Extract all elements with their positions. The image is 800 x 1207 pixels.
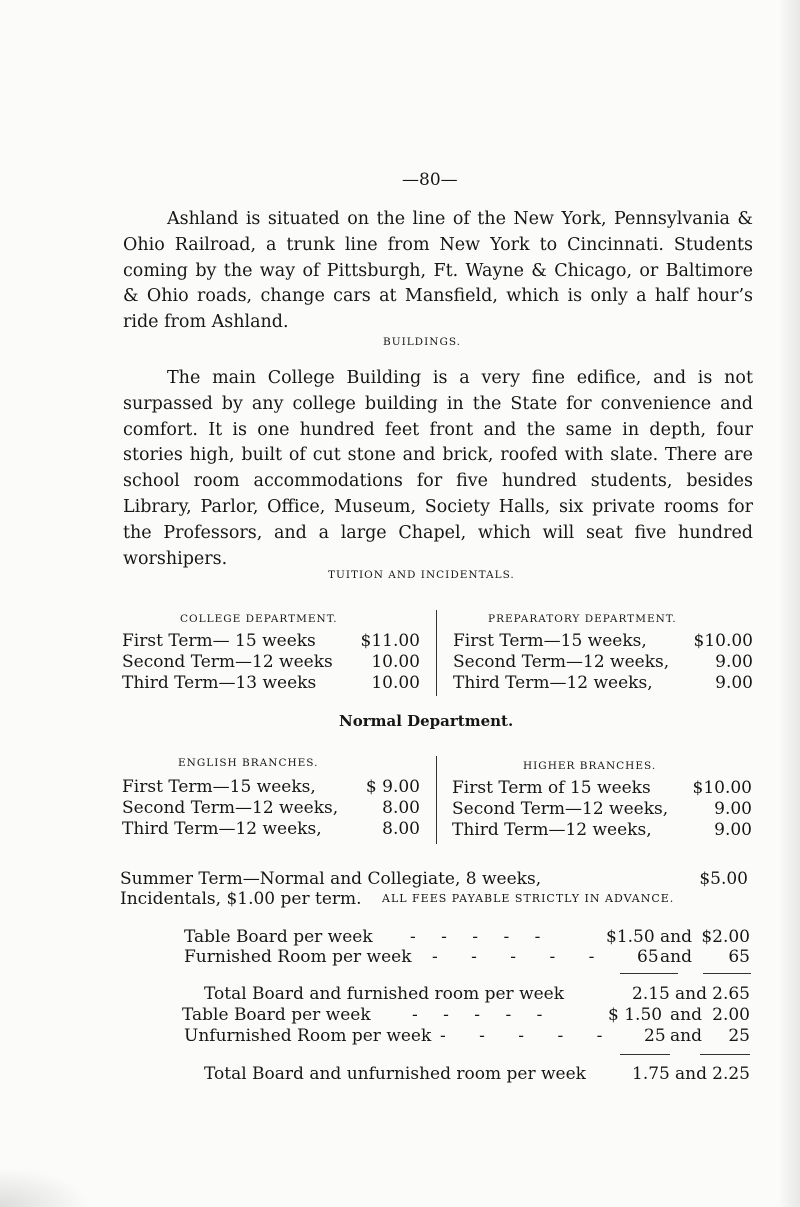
board-total-row [204,1063,750,1085]
column-divider [436,756,437,844]
buildings-text: The main College Building is a very fine edifice, and is not surpassed by any college building in the State for convenience and comfort. It is one hundred feet front and the same in depth, four stories high, built of cut stone and brick, roofed with slate. There are school room accommodations for five hundred students, besides Library, Parlor, Office, Museum, Society Halls, six private rooms for the Professors, and a large Chapel, which will seat five hundred worshipers. [123,368,753,569]
board-row-label: Table Board per week [182,1005,371,1025]
summer-term-row [120,868,748,890]
board-row [184,926,750,948]
page-number: —80— [402,170,458,190]
board-row-label: Table Board per week [184,927,373,947]
preparatory-heading: PREPARATORY DEPARTMENT. [488,613,677,625]
normal-department-heading: Normal Department. [339,712,514,730]
preparatory-row-price: $10.00 [693,631,753,651]
board-total-high: 2.25 [712,1064,750,1084]
page-fold-shadow [778,0,800,1207]
board-row-high: 25 [728,1026,750,1046]
board-row [184,1025,750,1047]
preparatory-row-label: Third Term—12 weeks, [453,673,653,693]
board-row-low: $ 1.50 [608,1005,663,1025]
sum-rule [620,1054,670,1055]
intro-text: Ashland is situated on the line of the New York, Pennsylvania & Ohio Railroad, a trunk line from New York to Cincinnati. Students coming by the way of Pittsburgh, Ft. Wayne & Chicago, or Baltimore & Ohio roads, change cars at Mansfield, which is only a half hour’s ride from Ashland. [123,209,753,333]
board-total-and: and [675,984,707,1004]
higher-row-label: First Term of 15 weeks [452,778,651,798]
board-total-low: 2.15 [632,984,670,1004]
tuition-heading: TUITION AND INCIDENTALS. [328,569,515,581]
board-row-low: 65 [637,947,659,967]
board-row [184,946,750,968]
higher-row-label: Third Term—12 weeks, [452,820,652,840]
preparatory-row [453,672,753,694]
college-row-price: 10.00 [371,652,420,672]
college-heading: COLLEGE DEPARTMENT. [180,613,338,625]
board-row-low: 25 [644,1026,666,1046]
english-row [122,797,420,819]
higher-row [452,777,752,799]
higher-row [452,819,752,841]
incidentals-row [120,888,760,910]
leader-dots: - - - - - [432,947,609,967]
preparatory-row [453,651,753,673]
board-row-high: $2.00 [701,927,750,947]
board-row-low: $1.50 [606,927,655,947]
page-stain [0,1167,90,1207]
board-total-low: 1.75 [632,1064,670,1084]
higher-heading: HIGHER BRANCHES. [523,760,657,772]
college-row [122,630,420,652]
board-row [182,1004,750,1026]
english-row-price: 8.00 [382,819,420,839]
preparatory-row-label: Second Term—12 weeks, [453,652,670,672]
college-row-price: $11.00 [360,631,420,651]
board-total-label: Total Board and furnished room per week [204,984,565,1004]
board-row-and: and [660,947,692,967]
board-row-and: and [660,927,692,947]
board-total-label: Total Board and unfurnished room per week [204,1064,586,1084]
sum-rule [700,1054,750,1055]
sum-rule [620,973,678,974]
preparatory-row-price: 9.00 [715,673,753,693]
college-row-label: Second Term—12 weeks [122,652,333,672]
board-total-high: 2.65 [712,984,750,1004]
college-row-price: 10.00 [371,673,420,693]
english-row-label: Third Term—12 weeks, [122,819,322,839]
higher-row-price: 9.00 [714,799,752,819]
board-total-row [204,983,750,1005]
sum-rule [703,973,751,974]
board-total-and: and [675,1064,707,1084]
english-row-price: 8.00 [382,798,420,818]
buildings-heading: BUILDINGS. [383,336,461,348]
english-row [122,818,420,840]
board-row-and: and [670,1026,702,1046]
higher-row [452,798,752,820]
higher-row-price: 9.00 [714,820,752,840]
buildings-paragraph [123,366,753,572]
leader-dots: - - - - - [410,927,551,947]
preparatory-row-price: 9.00 [715,652,753,672]
preparatory-row-label: First Term—15 weeks, [453,631,647,651]
college-row [122,672,420,694]
summer-term-price: $5.00 [699,869,748,889]
board-row-label: Unfurnished Room per week [184,1026,432,1046]
advance-notice: ALL FEES PAYABLE STRICTLY IN ADVANCE. [382,892,675,905]
higher-row-label: Second Term—12 weeks, [452,799,669,819]
leader-dots: - - - - - [412,1005,553,1025]
higher-row-price: $10.00 [692,778,752,798]
board-row-label: Furnished Room per week [184,947,412,967]
board-row-high: 2.00 [712,1005,750,1025]
english-row-label: Second Term—12 weeks, [122,798,339,818]
college-row [122,651,420,673]
column-divider [436,610,437,696]
college-row-label: Third Term—13 weeks [122,673,317,693]
preparatory-row [453,630,753,652]
board-row-high: 65 [728,947,750,967]
incidentals-text: Incidentals, $1.00 per term. [120,889,362,909]
english-row-label: First Term—15 weeks, [122,777,316,797]
leader-dots: - - - - - [440,1026,617,1046]
english-row-price: $ 9.00 [365,777,420,797]
intro-paragraph [123,207,753,336]
english-heading: ENGLISH BRANCHES. [178,757,319,769]
college-row-label: First Term— 15 weeks [122,631,316,651]
board-row-and: and [670,1005,702,1025]
summer-term-label: Summer Term—Normal and Collegiate, 8 weeks, [120,869,542,889]
english-row [122,776,420,798]
